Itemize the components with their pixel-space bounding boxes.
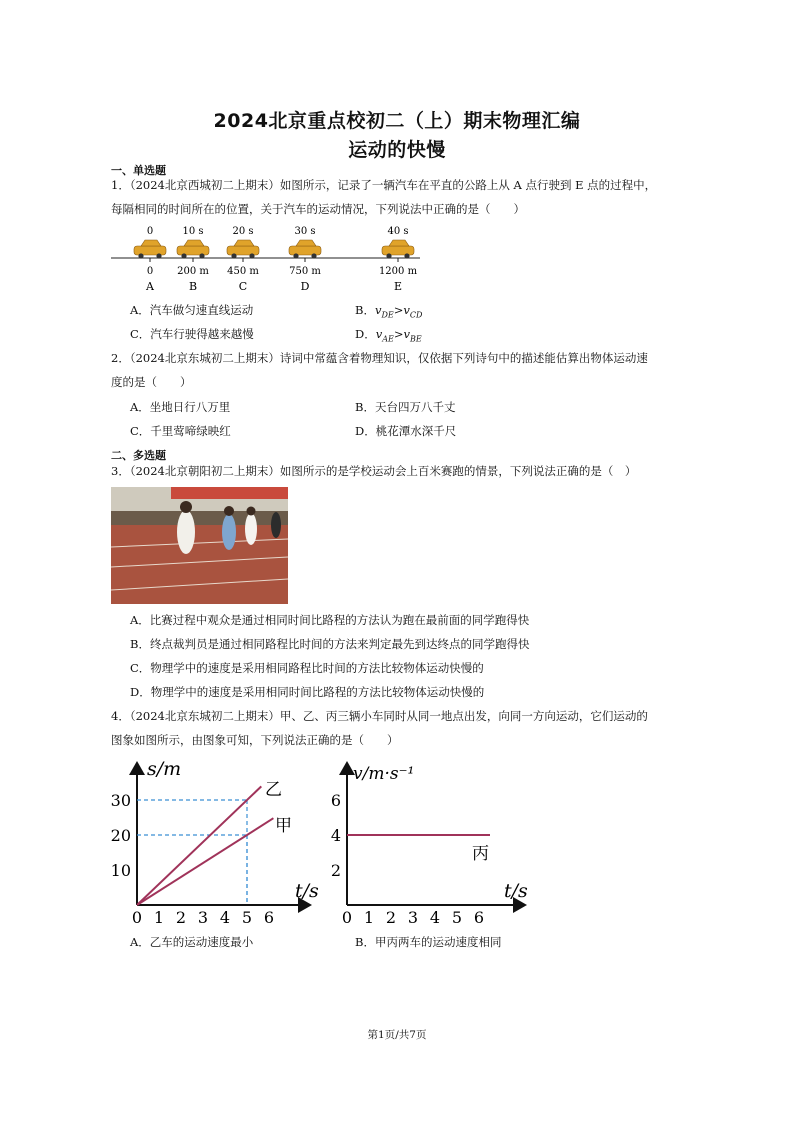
time-label: 30 s — [294, 226, 316, 237]
series-label-jia: 甲 — [275, 816, 292, 836]
distance-label: 750 m — [289, 266, 321, 277]
x-tick-label: 2 — [175, 908, 187, 927]
x-tick-label: 1 — [153, 908, 165, 927]
point-label: E — [393, 280, 403, 293]
distance-label: 200 m — [177, 266, 209, 277]
q4-option-b[interactable]: B．甲丙两车的运动速度相同 — [355, 935, 502, 949]
point-label: A — [146, 280, 154, 293]
q1-option-c[interactable]: C．汽车行驶得越来越慢 — [130, 327, 254, 341]
q3-option-d[interactable]: D．物理学中的速度是采用相同时间比路程的方法比较物体运动快慢的 — [130, 685, 485, 699]
race-photo — [111, 487, 288, 604]
page-title: 2024北京重点校初二（上）期末物理汇编 — [213, 110, 581, 132]
y-tick-label: 6 — [330, 791, 341, 810]
distance-label: 450 m — [227, 266, 259, 277]
section-heading-multi: 二、多选题 — [111, 449, 166, 462]
time-label: 40 s — [387, 226, 409, 237]
q2-option-d[interactable]: D．桃花潭水深千尺 — [355, 424, 457, 438]
car-icon — [382, 240, 414, 259]
q2-option-a[interactable]: A．坐地日行八万里 — [130, 400, 231, 414]
x-tick-label: 1 — [363, 908, 375, 927]
car-icon — [134, 240, 166, 259]
x-tick-label: 0 — [131, 908, 143, 927]
distance-label: 1200 m — [378, 266, 418, 277]
q2-option-b[interactable]: B．天台四万八千丈 — [355, 400, 456, 414]
x-axis-label: t/s — [504, 880, 528, 902]
y-tick-label: 30 — [110, 791, 131, 810]
x-tick-label: 3 — [197, 908, 209, 927]
question-4-line1: 4．（2024北京东城初二上期末）甲、乙、丙三辆小车同时从同一地点出发，向同一方向运动，它们运动的 — [111, 709, 648, 723]
car-icon — [177, 240, 209, 259]
car-icon — [227, 240, 259, 259]
x-tick-label: 3 — [407, 908, 419, 927]
series-label-bing: 丙 — [472, 844, 489, 864]
page-footer: 第1页/共7页 — [367, 1029, 427, 1041]
y-axis-label: s/m — [147, 758, 182, 780]
point-label: D — [300, 280, 310, 293]
q1-option-a[interactable]: A．汽车做匀速直线运动 — [130, 303, 254, 317]
time-label: 0 — [146, 226, 154, 237]
question-2-line2: 度的是（ ） — [111, 375, 192, 389]
time-label: 10 s — [182, 226, 204, 237]
q2-option-c[interactable]: C．千里莺啼绿映红 — [130, 424, 231, 438]
point-label: C — [238, 280, 248, 293]
question-1-line2: 每隔相同的时间所在的位置，关于汽车的运动情况，下列说法中正确的是（ ） — [111, 202, 525, 216]
q1-option-b[interactable]: B．$v_{DE}>v_{CD}$ — [355, 303, 423, 320]
time-label: 20 s — [232, 226, 254, 237]
page-subtitle: 运动的快慢 — [348, 139, 446, 161]
v-t-graph — [320, 755, 535, 930]
question-2-line1: 2．（2024北京东城初二上期末）诗词中常蕴含着物理知识，仅依据下列诗句中的描述能估算出物体运动速 — [111, 351, 648, 365]
x-axis-label: t/s — [295, 880, 319, 902]
x-tick-label: 6 — [263, 908, 275, 927]
x-tick-label: 5 — [451, 908, 463, 927]
question-1-line1: 1．（2024北京西城初二上期末）如图所示，记录了一辆汽车在平直的公路上从 A 点行驶到 E 点的过程中， — [111, 178, 657, 192]
series-line-jia — [137, 818, 273, 905]
point-label: B — [188, 280, 198, 293]
car-icon — [289, 240, 321, 259]
series-label-yi: 乙 — [265, 780, 282, 800]
x-tick-label: 4 — [219, 908, 231, 927]
q1-option-d[interactable]: D．$v_{AE}>v_{BE}$ — [355, 327, 422, 344]
road-diagram — [108, 222, 428, 294]
y-tick-label: 2 — [330, 861, 341, 880]
section-heading-single: 一、单选题 — [111, 164, 166, 177]
question-4-line2: 图象如图所示，由图象可知，下列说法正确的是（ ） — [111, 733, 399, 747]
q4-option-a[interactable]: A．乙车的运动速度最小 — [130, 935, 254, 949]
y-tick-label: 10 — [110, 861, 131, 880]
distance-label: 0 — [146, 266, 154, 277]
series-line-yi — [137, 786, 261, 905]
s-t-graph — [105, 755, 320, 930]
q3-option-a[interactable]: A．比赛过程中观众是通过相同时间比路程的方法认为跑在最前面的同学跑得快 — [130, 613, 530, 627]
y-tick-label: 20 — [110, 826, 131, 845]
x-tick-label: 5 — [241, 908, 253, 927]
x-tick-label: 2 — [385, 908, 397, 927]
x-tick-label: 6 — [473, 908, 485, 927]
y-tick-label: 4 — [330, 826, 341, 845]
question-3-line1: 3．（2024北京朝阳初二上期末）如图所示的是学校运动会上百米赛跑的情景，下列说法正确的是（ ） — [111, 464, 637, 478]
race-photo-illustration — [111, 487, 288, 604]
x-tick-label: 0 — [341, 908, 353, 927]
q3-option-b[interactable]: B．终点裁判员是通过相同路程比时间的方法来判定最先到达终点的同学跑得快 — [130, 637, 530, 651]
x-tick-label: 4 — [429, 908, 441, 927]
y-axis-label: v/m·s⁻¹ — [353, 764, 415, 784]
q3-option-c[interactable]: C．物理学中的速度是采用相同路程比时间的方法比较物体运动快慢的 — [130, 661, 484, 675]
